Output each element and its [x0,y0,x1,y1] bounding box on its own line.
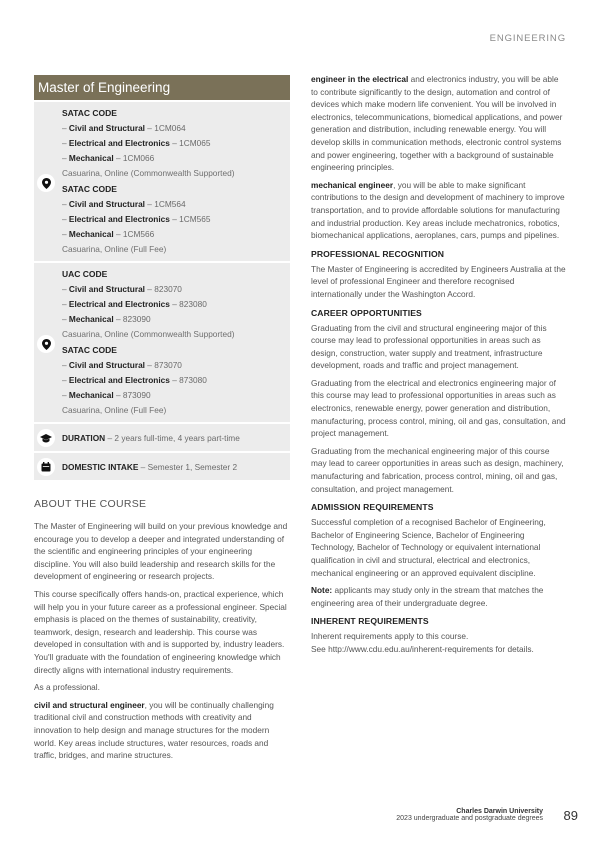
career-paragraph: Graduating from the electrical and electronics engineering major of this course may lead to professional opportunities in areas such as electronics, renewable energy, power generation and distribution, manufacturing, process control, mining, oil and gas, consultation, and project management. [311,377,566,439]
about-paragraph: The Master of Engineering will build on your previous knowledge and encourage you to develop a deeper and integrated understanding of the scientific and engineering principles of your engineering discipline. You will also build leadership and research skills for the development of engineering or research projects. [34,521,288,582]
section-tag: ENGINEERING [489,33,566,44]
admission-codes-block [34,102,290,263]
course-code: 1CM566 [122,229,155,239]
duration-value: 2 years full-time, 4 years part-time [114,432,240,443]
course-code: 873070 [154,360,182,370]
code-item: – Mechanical – 1CM566 [62,229,155,239]
duration-label: DURATION [62,432,106,443]
career-paragraph: Graduating from the mechanical engineering major of this course may lead to career opportunities in areas such as design, machinery, manufacturing and fabrication, process control, mining, oil and gas, consultation, and project management. [311,445,564,494]
code-label: SATAC CODE [62,108,117,118]
code-label: SATAC CODE [62,345,117,355]
location-text: Casuarina, Online (Commonwealth Supported) [62,168,235,178]
inherent-requirements-text: Inherent requirements apply to this course. [311,631,469,642]
location-text: Casuarina, Online (Full Fee) [62,244,167,254]
stream-name: Mechanical [68,229,114,239]
course-code: 1CM565 [179,214,211,224]
stream-name: Civil and Structural [68,284,145,294]
stream-name: Civil and Structural [68,199,145,209]
code-item: – Civil and Structural – 1CM064 [62,123,186,133]
calendar-icon [37,458,55,476]
career-paragraph: Graduating from the civil and structural engineering major of this course may lead to professional opportunities in areas such as design, construction, water supply and treatment, infrastructure development, roads and traffic and project management. [311,322,547,371]
page-number: 89 [563,808,578,823]
code-item: – Mechanical – 873090 [62,390,151,400]
admission-note: Note: applicants may study only in the stream that matches the engineering area of their undergraduate degree. [311,585,544,608]
stream-name: Mechanical [68,314,114,324]
inherent-requirements-link[interactable]: http://www.cdu.edu.au/inherent-requirements [328,643,494,654]
about-paragraph: As a professional. [34,682,100,693]
course-code: 1CM066 [122,153,155,163]
stream-name: Electrical and Electronics [68,138,170,148]
admission-requirements-heading: ADMISSION REQUIREMENTS [311,502,434,513]
inherent-requirements-heading: INHERENT REQUIREMENTS [311,616,429,627]
code-label: SATAC CODE [62,184,117,194]
footer [396,808,543,822]
stream-name: Mechanical [68,153,114,163]
course-code: 1CM064 [154,123,186,133]
professional-recognition-text: The Master of Engineering is accredited by Engineers Australia at the level of professional Engineer and therefore recognised internationally under the Washington Accord. [311,263,566,299]
admission-codes-block [34,263,290,424]
code-item: – Civil and Structural – 873070 [62,360,182,370]
course-code: 873090 [122,390,151,400]
code-item: – Mechanical – 823090 [62,314,151,324]
graduation-cap-icon [37,429,55,447]
professional-recognition-heading: PROFESSIONAL RECOGNITION [311,248,445,259]
intake-value: Semester 1, Semester 2 [147,461,238,472]
career-opportunities-heading: CAREER OPPORTUNITIES [311,307,422,318]
duration-row: DURATION – 2 years full-time, 4 years part-time [34,424,290,453]
location-pin-icon [37,335,55,353]
stream-name: Civil and Structural [68,123,145,133]
course-code: 823070 [154,284,182,294]
course-code: 823090 [122,314,151,324]
location-text: Casuarina, Online (Commonwealth Supported) [62,329,235,339]
about-paragraph: This course specifically offers hands-on, practical experience, which will help you in your future career as a professional engineer. Special emphasis is placed on the themes of sustainability, creativity, teamwork, design, research and leadership. This course was developed in consultation with and is supported by, industry leaders. You'll graduate with the foundation of engineering knowledge which directly aligns with international industry requirements. [34,588,287,675]
intake-row: DOMESTIC INTAKE – Semester 1, Semester 2 [34,453,290,482]
stream-name: Civil and Structural [68,360,145,370]
code-item: – Electrical and Electronics – 873080 [62,375,207,385]
course-code: 1CM564 [154,199,186,209]
course-title: Master of Engineering [34,75,290,100]
location-pin-icon [37,174,55,192]
code-item: – Electrical and Electronics – 1CM065 [62,138,211,148]
about-paragraph: engineer in the electrical and electronics industry, you will be able to contribute significantly to the design, automation and control of devices which make modern life convenient. You will be involved in electronics, telecommunications, biomedical applications, and power generation and distribution, including renewable energy. You will develop skills in communication methods, electronic control systems and power engineering, together with a background of sustainable engineering principles. [311,74,563,173]
course-code: 873080 [179,375,207,385]
about-heading: ABOUT THE COURSE [34,498,147,510]
code-item: – Mechanical – 1CM066 [62,153,155,163]
footer-subtitle: 2023 undergraduate and postgraduate degrees [396,815,543,822]
intake-label: DOMESTIC INTAKE [62,461,139,472]
code-item: – Civil and Structural – 823070 [62,284,182,294]
course-code: 823080 [179,299,207,309]
code-label: UAC CODE [62,269,108,279]
stream-name: Electrical and Electronics [68,214,170,224]
about-paragraph: civil and structural engineer, you will be continually challenging traditional civil and construction methods with creativity and innovation to help design and manage structures for the modern world. Key areas include structures, water resources, roads and traffic, bridges, and marine structures. [34,699,274,761]
code-item: – Electrical and Electronics – 1CM565 [62,214,211,224]
code-item: – Electrical and Electronics – 823080 [62,299,207,309]
stream-name: Mechanical [68,390,114,400]
code-item: – Civil and Structural – 1CM564 [62,199,186,209]
footer-university: Charles Darwin University [456,808,543,815]
right-column [311,73,567,661]
stream-name: Electrical and Electronics [68,299,170,309]
left-column [34,75,290,767]
course-code: 1CM065 [179,138,211,148]
stream-name: Electrical and Electronics [68,375,170,385]
admission-requirements-text: Successful completion of a recognised Bachelor of Engineering, Bachelor of Engineering Science, Bachelor of Engineering Technology, Bachelor of Technology or equivalent international qualification in civil and structural, electrical and electronics, mechanical engineering or an approved equivalent discipline. [311,517,546,578]
location-text: Casuarina, Online (Full Fee) [62,405,167,415]
inherent-requirements-link-line: See http://www.cdu.edu.au/inherent-requirements for details. [311,643,534,654]
about-paragraph: mechanical engineer, you will be able to make significant contributions to the design and development of machinery to improve transportation, and to provide affordable solutions for manufacturing and industrial production. Key areas include mechatronics, robotics, biomechanical applications, aeroplanes, cars, pumps and pipelines. [311,179,565,241]
